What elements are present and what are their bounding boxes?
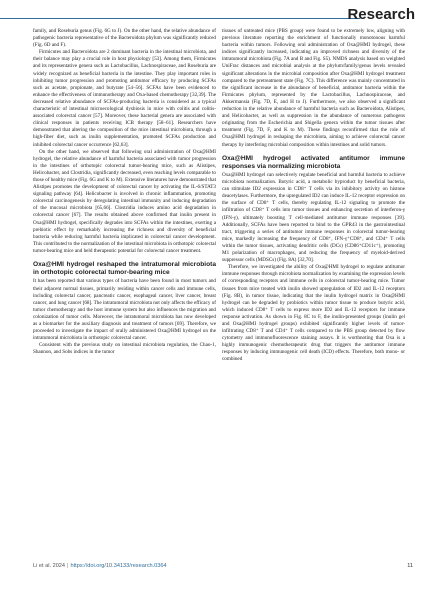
paragraph: It has been reported that various types of bacteria have been found in most tumors and their adjacent normal tissues, primarily residing within cancer cells and immune cells, including colorectal cancer, pancreatic cancer, esophageal cancer, liver cancer, breast cancer, and lung cancer [68]. The intratumoral microbiota not only affects the efficacy of tumor chemotherapy and the host immune system but also influences the migration and colonization of tumor cells. Moreover, the intratumoral microbiota has now developed as a biomarker for the auxiliary diagnosis and treatment of tumors [69]. Therefore, we proceeded to investigate the impact of orally administered Oxa@HMI hydrogel on the intratumoral microbiota in orthotopic colorectal cancer. <box>33 278 216 342</box>
right-column <box>222 28 405 364</box>
paragraph: tissues of untreated mice (PBS group) were found to be extremely low, aligning with previous literature reporting the enrichment of functionally monotonous harmful bacteria within tumors. Following oral administration of Oxa@HMI hydrogel, these indices significantly increased, indicating an improved richness and diversity of the intratumoral microbiota (Fig. 7A and B and Fig. S5). NMDS analysis based on weighted UniFrac distances and microbial analysis at the phylum/family/genus levels revealed significant alterations in the microbial composition after Oxa@HMI hydrogel treatment compared to the pretreatment state (Fig. 7C). This difference was mainly concentrated in the significant increase in the abundance of beneficial, antitumor bacteria within the Firmicutes phylum, represented by the Lactobacillus, Lachnospiraceae, and Akkermansia (Fig. 7D, E, and H to J). Furthermore, we also observed a significant reduction in the relative abundance of harmful bacteria such as Bacteroidota, Alistipes, and Helicobacter, as well as suppression in the abundance of numerous pathogens originating from the Escherichia and Shigella genera within the tumor tissues after treatment (Fig. 7D, F, and K to M). These findings reconfirmed that the role of Oxa@HMI hydrogel in reshaping the microbiota, aiming to achieve colorectal cancer therapy by interfering microbial composition within intestines and solid tumors. <box>222 28 405 148</box>
left-column <box>33 28 216 356</box>
paragraph: Oxa@HMI hydrogel can selectively regulate beneficial and harmful bacteria to achieve microbiota normalization. Butyric acid, a metabolic byproduct by beneficial bacteria, can stimulate ID2 expression in CD8⁺ T cells via its inhibitory activity on histone deacetylases. Furthermore, the upregulated ID2 can induce IL-12 receptor expression on the surface of CD8⁺ T cells, thereby regulating IL-12 signaling to promote the infiltration of CD8⁺ T cells into tumor tissues and enhancing secretion of interferon-γ (IFN-γ), ultimately boosting T cell-mediated antitumor immune responses [39]. Additionally, SCFAs have been reported to bind to the GPR43 in the gastrointestinal tract, triggering a series of antitumor immune responses in colorectal tumor-bearing mice, markedly increasing the frequency of CD8⁺, IFN-γ⁺CD8⁺, and CD4⁺ T cells within the tumor tissues, activating dendritic cells (DCs) (CD86⁺CD11c⁺), promoting M1 polarization of macrophages, and reducing the frequency of myeloid-derived suppressor cells (MDSCs) (Fig. 8A) [32,70]. <box>222 172 405 264</box>
paragraph: On the other hand, we observed that following oral administration of Oxa@HMI hydrogel, the relative abundance of harmful bacteria associated with tumor progression in the intestines of orthotopic colorectal tumor-bearing mice, such as Alistipes, Helicobacter, and Clostridia, significantly decreased, even reaching levels comparable to those of healthy mice (Fig. 6G and K to M). Extensive literatures have demonstrated that Alistipes promotes the development of colorectal cancer by activating the IL-6/STAT3 signaling pathway [64]. Helicobacter is involved in chronic inflammation, promoting colorectal carcinogenesis by deregulating intestinal immunity and inducing degradation of the mucosal microbiota [65,66]. Clostridia induces amino acid degradation in colorectal cancer [67]. The results obtained above confirmed that inulin present in Oxa@HMI hydrogel, specifically degrades into SCFAs within the intestines, exerting a prebiotic effect by remarkably increasing the richness and diversity of beneficial bacteria while reducing harmful bacteria implicated in colorectal cancer development. This contributed to the normalization of the intestinal microbiota in orthotopic colorectal tumor-bearing mice and held therapeutic potential for colorectal cancer treatment. <box>33 148 217 254</box>
page-number: 11 <box>407 563 413 569</box>
header-rule <box>0 18 360 19</box>
footer-citation: Li et al. 2024 | https://doi.org/10.34133/research.0364 <box>33 563 167 569</box>
citation-text: Li et al. 2024 <box>33 563 66 569</box>
paragraph: Firmicutes and Bacteroidota are 2 dominant bacteria in the intestinal microbiota, and their balance may play a crucial role in host physiology [53]. Among them, Firmicutes and its representative genera such as Lactobacillus, Lachnospiraceae, and Roseburia are widely recognized as beneficial bacteria in the intestine. They play important roles in inhibiting tumor progression and promoting antitumor efficacy by producing SCFAs such as acetate, propionate, and butyrate [54–56]. SCFAs have been evidenced to enhance the effectiveness of immunotherapy and Oxa-based chemotherapy [32,39]. The decreased relative abundance of SCFAs-producing bacteria is considered as a typical characteristic of intestinal microecological dysbiosis in mice with colitis and colitis-associated colorectal cancer [57]. Moreover, these bacterial genera are associated with clinical responses in patients receiving ICB therapy [58–61]. Researchers have demonstrated that altering the composition of the mice intestinal microbiota, through a high-fiber diet, such as inulin supplementation, promoted SCFAs production and inhibited colorectal cancer occurrence [62,63]. <box>33 49 216 148</box>
doi-link[interactable]: https://doi.org/10.34133/research.0364 <box>70 563 167 569</box>
section-heading: Oxa@HMI hydrogel reshaped the intratumoral microbiota in orthotopic colorectal tumor-bearing mice <box>33 261 216 277</box>
page-footer <box>33 563 413 569</box>
paragraph: Therefore, we investigated the ability of Oxa@HMI hydrogel to regulate antitumor immune responses through microbiota normalization by examining the expression levels of corresponding receptors and immune cells in colorectal tumor-bearing mice. Tumor tissues from mice treated with inulin showed upregulation of ID2 and IL-12 receptors (Fig. 8B), in tumor tissue, indicating that the inulin hydrogel matrix in Oxa@HMI hydrogel can be degraded by probiotics within tumor tissue to produce butyric acid, which induced CD8⁺ T cells to express more ID2 and IL-12 receptors for immune response activation. As shown in Fig. 8C to F, the inulin-presented groups (inulin gel and Oxa@HMI hydrogel groups) exhibited significantly higher levels of tumor-infiltrating CD8⁺ T and CD4⁺ T cells compared to the PBS group detected by flow cytometry and immunofluorescence staining assays. It is worthnoting that Oxa is a highly immunogenic chemotherapeutic drug that triggers the antitumor immune responses by inducing immunogenic cell death (ICD) effects. Therefore, both mono- or combined <box>222 264 405 363</box>
paragraph: family, and Roseburia genus (Fig. 6G to J). On the other hand, the relative abundance of pathogenic bacteria representative of the Bacteroidota phylum was significantly reduced (Fig. 6D and F). <box>33 28 216 49</box>
paragraph: Consistent with the previous study on intestinal microbiota regulation, the Chao-1, Shannon, and Sobs indices in the tumor <box>33 342 216 356</box>
journal-name: Research <box>347 6 415 23</box>
section-heading: Oxa@HMI hydrogel activated antitumor immune responses via normalizing microbiota <box>222 154 405 170</box>
